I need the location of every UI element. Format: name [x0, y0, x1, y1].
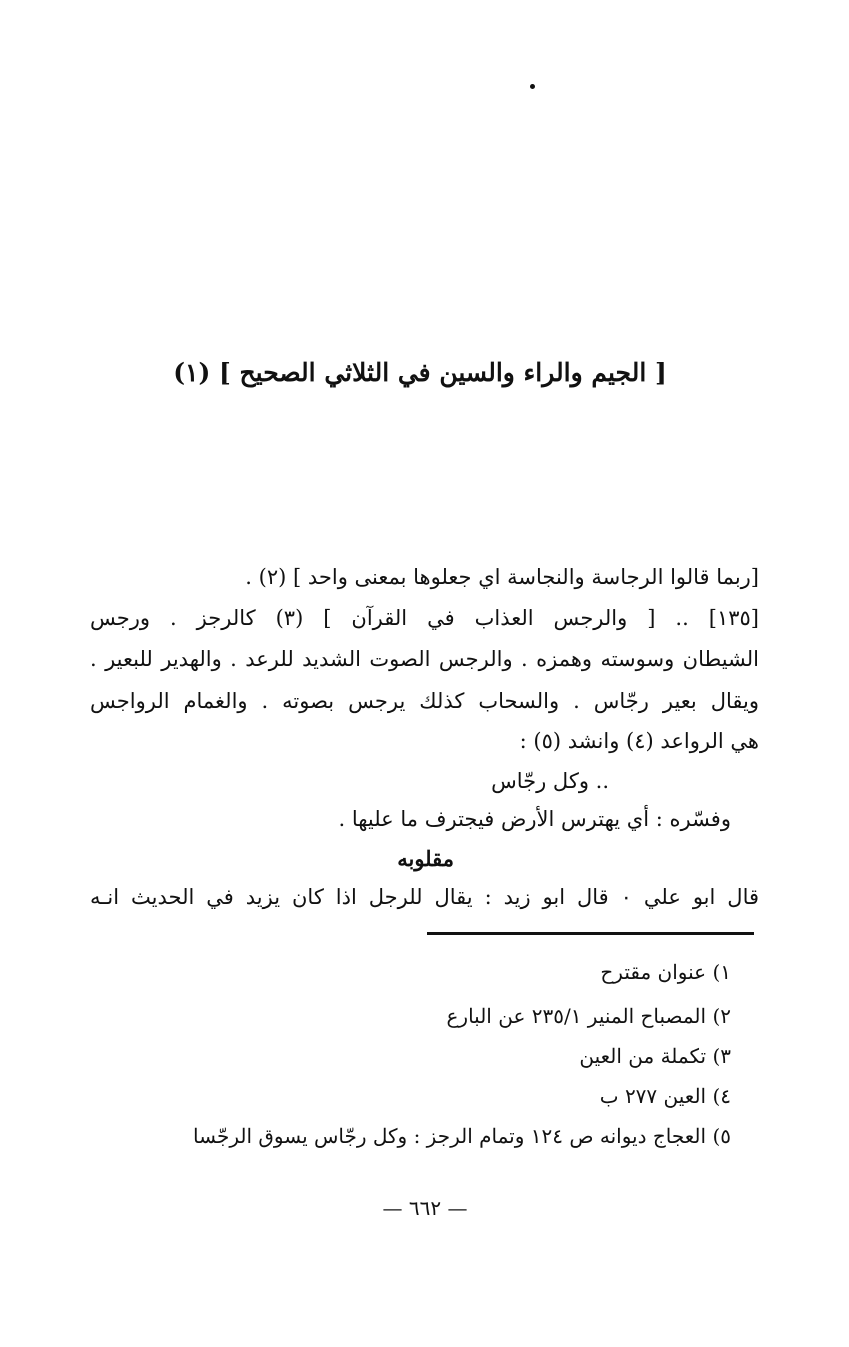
- body-line-7: وفسّره : أي يهترس الأرض فيجترف ما عليها .: [338, 807, 731, 831]
- page-number: — ٦٦٢ —: [382, 1196, 468, 1220]
- footnote-2: ٢) المصباح المنير ٢٣٥/١ عن البارع: [446, 1004, 731, 1028]
- ink-dot: [530, 84, 535, 89]
- verse-line: .. وكل رجّاس: [491, 769, 609, 793]
- body-line-5: هي الرواعد (٤) وانشد (٥) :: [519, 729, 759, 753]
- footnote-3: ٣) تكملة من العين: [579, 1044, 731, 1068]
- body-line-1: [ربما قالوا الرجاسة والنجاسة اي جعلوها بمعنى واحد ] (٢) .: [245, 565, 759, 589]
- body-line-4: ويقال بعير رجّاس . والسحاب كذلك يرجس بصوته . والغمام الرواجس: [90, 689, 759, 713]
- subheading: مقلوبه: [397, 846, 454, 871]
- footnote-4: ٤) العين ٢٧٧ ب: [599, 1084, 731, 1108]
- body-line-2: [١٣٥] .. [ والرجس العذاب في القرآن ] (٣) كالرجز . ورجس: [90, 606, 759, 630]
- section-heading: [ الجيم والراء والسين في الثلاثي الصحيح ] (١): [173, 358, 667, 387]
- footnote-separator: [427, 932, 754, 935]
- continuation-line: قال ابو علي ٠ قال ابو زيد : يقال للرجل اذا كان يزيد في الحديث انـه: [90, 885, 760, 909]
- footnote-1: ١) عنوان مقترح: [600, 960, 731, 984]
- body-line-3: الشيطان وسوسته وهمزه . والرجس الصوت الشديد للرعد . والهدير للبعير .: [90, 647, 759, 671]
- footnote-5: ٥) العجاج ديوانه ص ١٢٤ وتمام الرجز : وكل رجّاس يسوق الرجّسا: [193, 1124, 731, 1148]
